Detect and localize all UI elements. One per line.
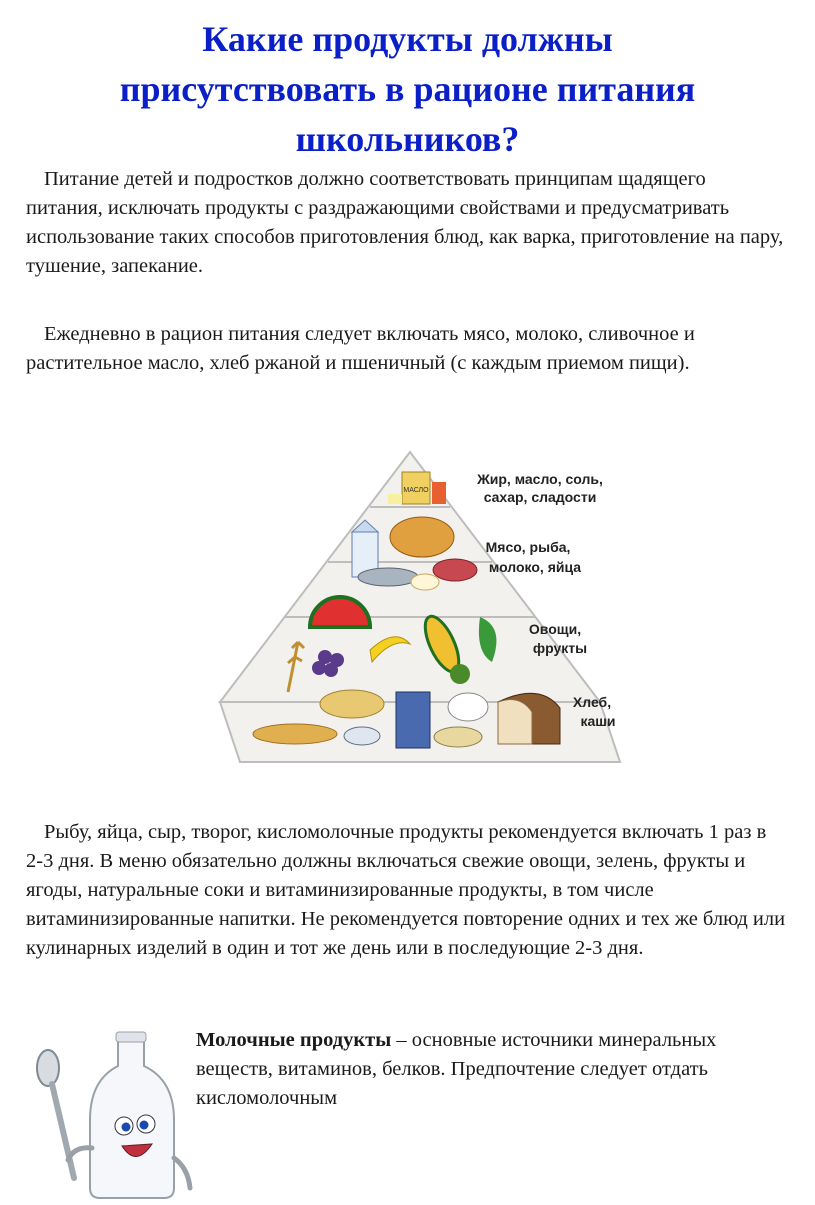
- paragraph-gentle-diet: Питание детей и подростков должно соответствовать принципам щадящего питания, исключать продукты с раздражающими свойствами и предусматривать использование таких способов приготовления блюд, как варка, приготовление на пару, тушение, запекание.: [26, 168, 784, 277]
- title-line-1: Какие продукты должны: [202, 19, 613, 59]
- butter-box-label: МАСЛО: [403, 487, 429, 494]
- title-line-3: школьников?: [295, 119, 520, 159]
- paragraph-dairy: [196, 1026, 776, 1113]
- food-pyramid-illustration: [120, 412, 710, 782]
- dairy-text: – основные источники минеральных веществ, витаминов, белков. Предпочтение следует отдать кисломолочным: [196, 1029, 717, 1109]
- tier-fats-sweets-line1: Жир, масло, соль,: [477, 471, 603, 487]
- paragraph-weekly-foods: Рыбу, яйца, сыр, творог, кисломолочные продукты рекомендуется включать 1 раз в 2-3 дня. В меню обязательно должны включаться свежие овощи, зелень, фрукты и ягоды, натуральные соки и витаминизированные продукты, в том числе витаминизированные напитки. Не рекомендуется повторение одних и тех же блюд или кулинарных изделий в один и тот же день или в последующие 2-3 дня.: [26, 821, 786, 959]
- tier-fats-sweets-line2: сахар, сладости: [483, 489, 597, 505]
- paragraph-daily-foods: Ежедневно в рацион питания следует включать мясо, молоко, сливочное и растительное масло, хлеб ржаной и пшеничный (с каждым приемом пищи).: [26, 323, 695, 374]
- milk-bottle-mascot-illustration: [18, 1028, 198, 1200]
- page-title: [0, 14, 815, 164]
- tier-meat-dairy-line2: молоко, яйца: [488, 559, 582, 575]
- tier-vegetables-fruits-line2: фрукты: [532, 640, 588, 656]
- tier-vegetables-fruits-line1: Овощи,: [528, 621, 582, 637]
- tier-bread-grains-line2: каши: [580, 713, 616, 729]
- dairy-bold-heading: Молочные продукты: [196, 1029, 392, 1051]
- tier-bread-grains-line1: Хлеб,: [572, 694, 612, 710]
- title-line-2: присутствовать в рационе питания: [119, 69, 696, 109]
- tier-meat-dairy-line1: Мясо, рыба,: [485, 539, 571, 555]
